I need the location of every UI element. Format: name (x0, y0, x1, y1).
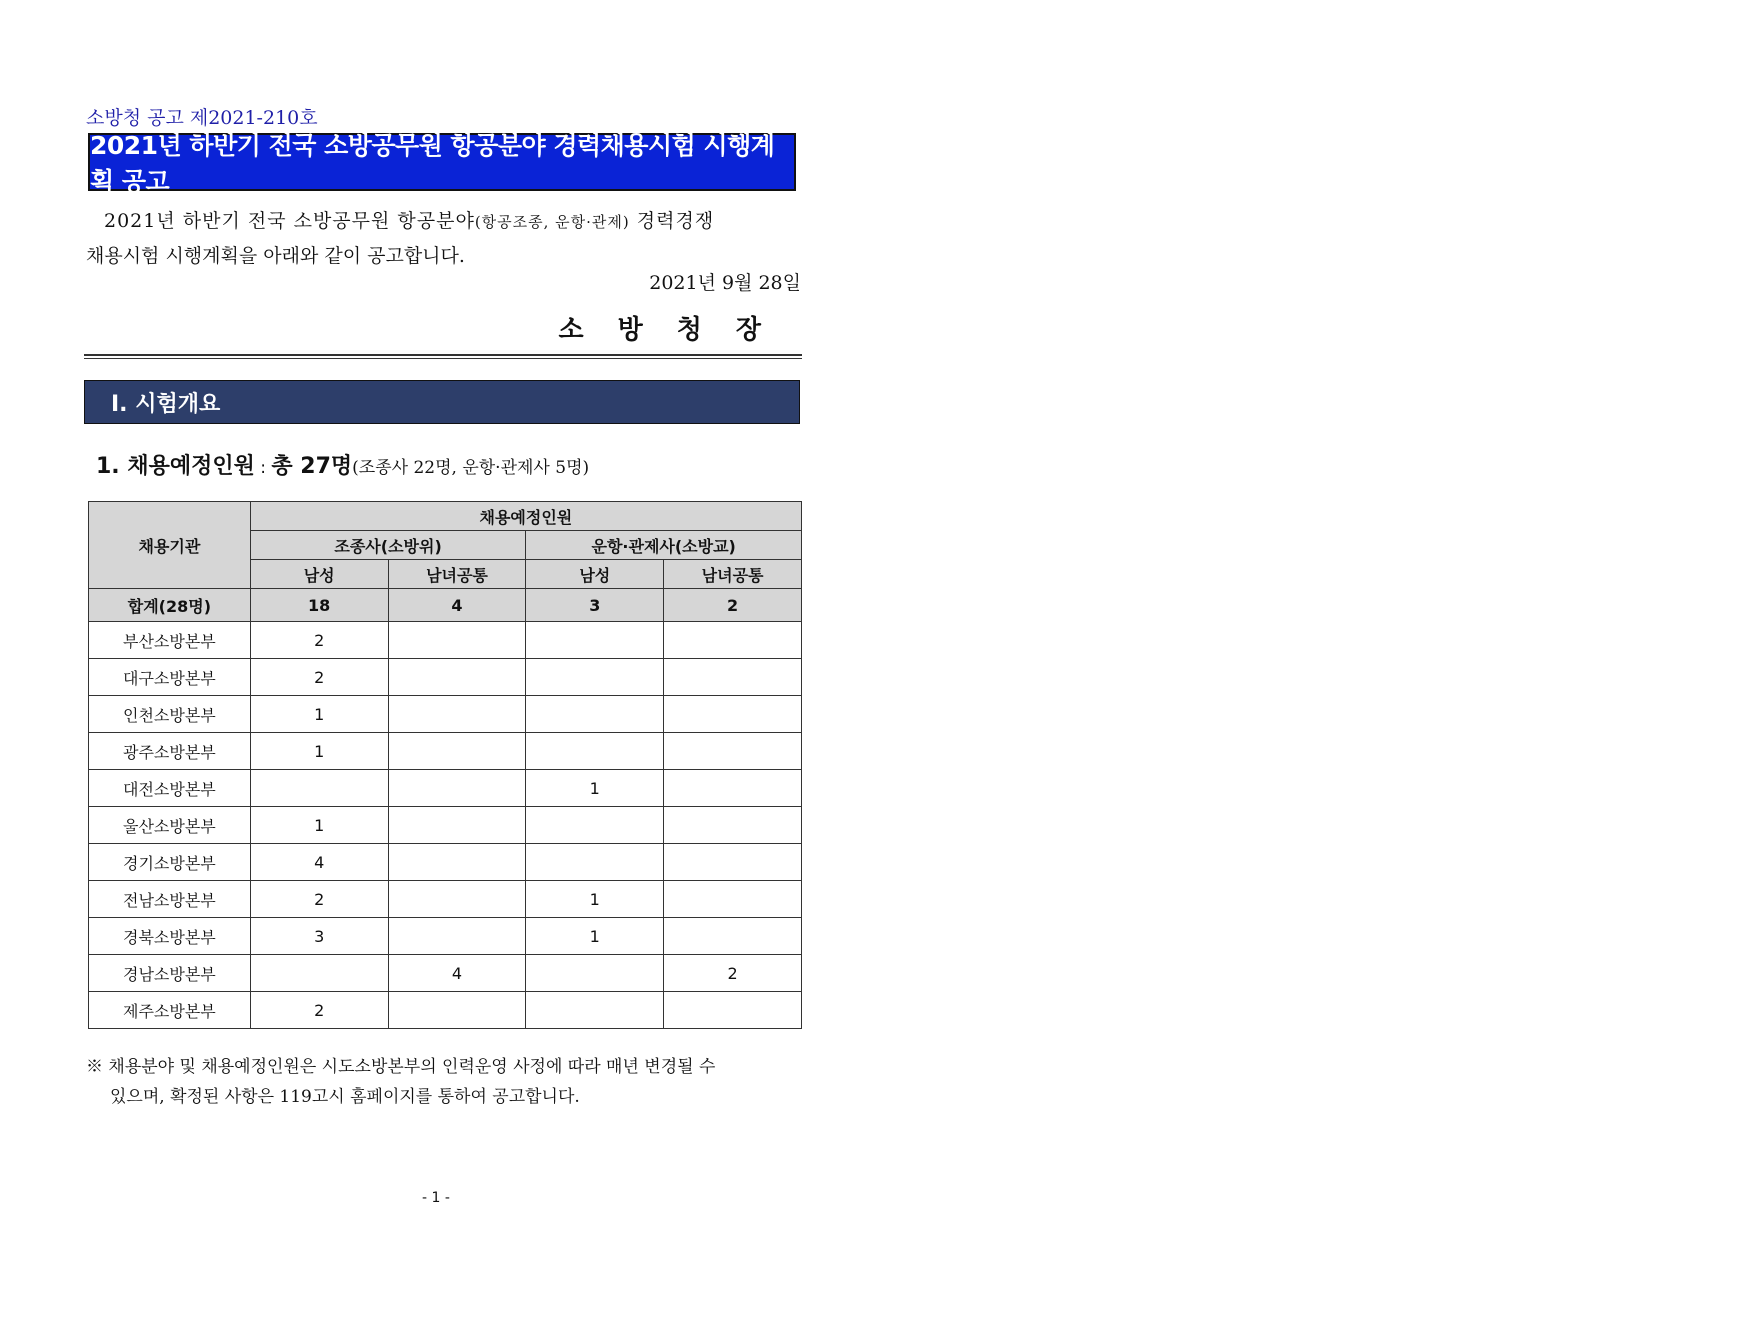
table-row (89, 659, 802, 696)
intro-paragraph (86, 204, 801, 273)
divider (84, 354, 802, 356)
count-cell (526, 844, 664, 881)
table-row (89, 918, 802, 955)
page-1 (0, 0, 877, 1240)
intro-text-small: (항공조종, 운항·관제) (474, 213, 630, 231)
count-cell (664, 807, 802, 844)
notice-number: 소방청 공고 제2021-210호 (86, 107, 318, 129)
count-cell (526, 992, 664, 1029)
total-cell: 2 (664, 589, 802, 622)
count-cell (388, 659, 526, 696)
total-row (89, 589, 802, 622)
count-cell (388, 918, 526, 955)
heading-colon: : (254, 458, 272, 478)
count-cell (664, 844, 802, 881)
subsection-heading (96, 449, 589, 480)
count-cell: 2 (250, 881, 388, 918)
org-cell: 경북소방본부 (89, 918, 251, 955)
header-pilot: 조종사(소방위) (250, 531, 526, 560)
notice-title: 2021년 하반기 전국 소방공무원 항공분야 경력채용시험 시행계획 공고 (88, 133, 796, 191)
count-cell (664, 622, 802, 659)
org-cell: 제주소방본부 (89, 992, 251, 1029)
count-cell (388, 992, 526, 1029)
count-cell (526, 733, 664, 770)
table-row (89, 955, 802, 992)
org-cell: 전남소방본부 (89, 881, 251, 918)
count-cell (664, 659, 802, 696)
org-cell: 인천소방본부 (89, 696, 251, 733)
count-cell (388, 844, 526, 881)
header-org: 채용기관 (89, 502, 251, 589)
footnote-line-1: ※ 채용분야 및 채용예정인원은 시도소방본부의 인력운영 사정에 따라 매년 변경될 수 (86, 1057, 716, 1077)
total-cell: 4 (388, 589, 526, 622)
count-cell (526, 807, 664, 844)
table-row (89, 807, 802, 844)
count-cell (526, 622, 664, 659)
page-2 (877, 0, 1754, 1240)
count-cell: 1 (526, 918, 664, 955)
table-row (89, 622, 802, 659)
org-cell: 광주소방본부 (89, 733, 251, 770)
count-cell: 4 (250, 844, 388, 881)
footnote (86, 1052, 802, 1112)
issuer-name: 소방청장 (558, 315, 795, 345)
count-cell (526, 659, 664, 696)
count-cell (250, 955, 388, 992)
org-cell: 경남소방본부 (89, 955, 251, 992)
count-cell (664, 696, 802, 733)
count-cell: 4 (388, 955, 526, 992)
notice-date: 2021년 9월 28일 (649, 272, 801, 294)
count-cell (388, 622, 526, 659)
count-cell (388, 696, 526, 733)
count-cell: 3 (250, 918, 388, 955)
section-heading: Ⅰ. 시험개요 (84, 380, 800, 424)
heading-detail: (조종사 22명, 운항·관제사 5명) (352, 458, 590, 478)
count-cell (388, 770, 526, 807)
count-cell: 2 (664, 955, 802, 992)
intro-line-2: 채용시험 시행계획을 아래와 같이 공고합니다. (86, 245, 465, 267)
count-cell: 1 (526, 770, 664, 807)
heading-total: 총 27명 (271, 454, 353, 479)
table-row (89, 770, 802, 807)
heading-bold: 1. 채용예정인원 (96, 454, 255, 479)
count-cell: 1 (526, 881, 664, 918)
count-cell (526, 696, 664, 733)
org-cell: 대전소방본부 (89, 770, 251, 807)
table-row (89, 881, 802, 918)
count-cell: 1 (250, 696, 388, 733)
count-cell (388, 733, 526, 770)
org-cell: 대구소방본부 (89, 659, 251, 696)
header-both: 남녀공통 (664, 560, 802, 589)
count-cell (664, 992, 802, 1029)
divider (84, 358, 802, 359)
page-number: - 1 - (422, 1190, 450, 1206)
count-cell (388, 807, 526, 844)
table-row (89, 733, 802, 770)
count-cell (664, 770, 802, 807)
count-cell (526, 955, 664, 992)
count-cell: 2 (250, 992, 388, 1029)
count-cell: 2 (250, 622, 388, 659)
count-cell (664, 881, 802, 918)
header-male: 남성 (250, 560, 388, 589)
intro-text-a: 2021년 하반기 전국 소방공무원 항공분야 (104, 210, 475, 232)
recruitment-table (88, 501, 802, 1029)
footnote-line-2: 있으며, 확정된 사항은 119고시 홈페이지를 통하여 공고합니다. (110, 1087, 580, 1107)
count-cell (664, 918, 802, 955)
header-ops: 운항·관제사(소방교) (526, 531, 802, 560)
total-cell: 18 (250, 589, 388, 622)
count-cell (250, 770, 388, 807)
total-cell: 합계(28명) (89, 589, 251, 622)
count-cell: 1 (250, 807, 388, 844)
table-row (89, 844, 802, 881)
header-plan: 채용예정인원 (250, 502, 801, 531)
table-row (89, 696, 802, 733)
org-cell: 부산소방본부 (89, 622, 251, 659)
intro-text-b: 경력경쟁 (629, 210, 715, 232)
count-cell: 1 (250, 733, 388, 770)
total-cell: 3 (526, 589, 664, 622)
table-row (89, 992, 802, 1029)
header-both: 남녀공통 (388, 560, 526, 589)
header-male: 남성 (526, 560, 664, 589)
org-cell: 경기소방본부 (89, 844, 251, 881)
count-cell (388, 881, 526, 918)
org-cell: 울산소방본부 (89, 807, 251, 844)
count-cell (664, 733, 802, 770)
count-cell: 2 (250, 659, 388, 696)
